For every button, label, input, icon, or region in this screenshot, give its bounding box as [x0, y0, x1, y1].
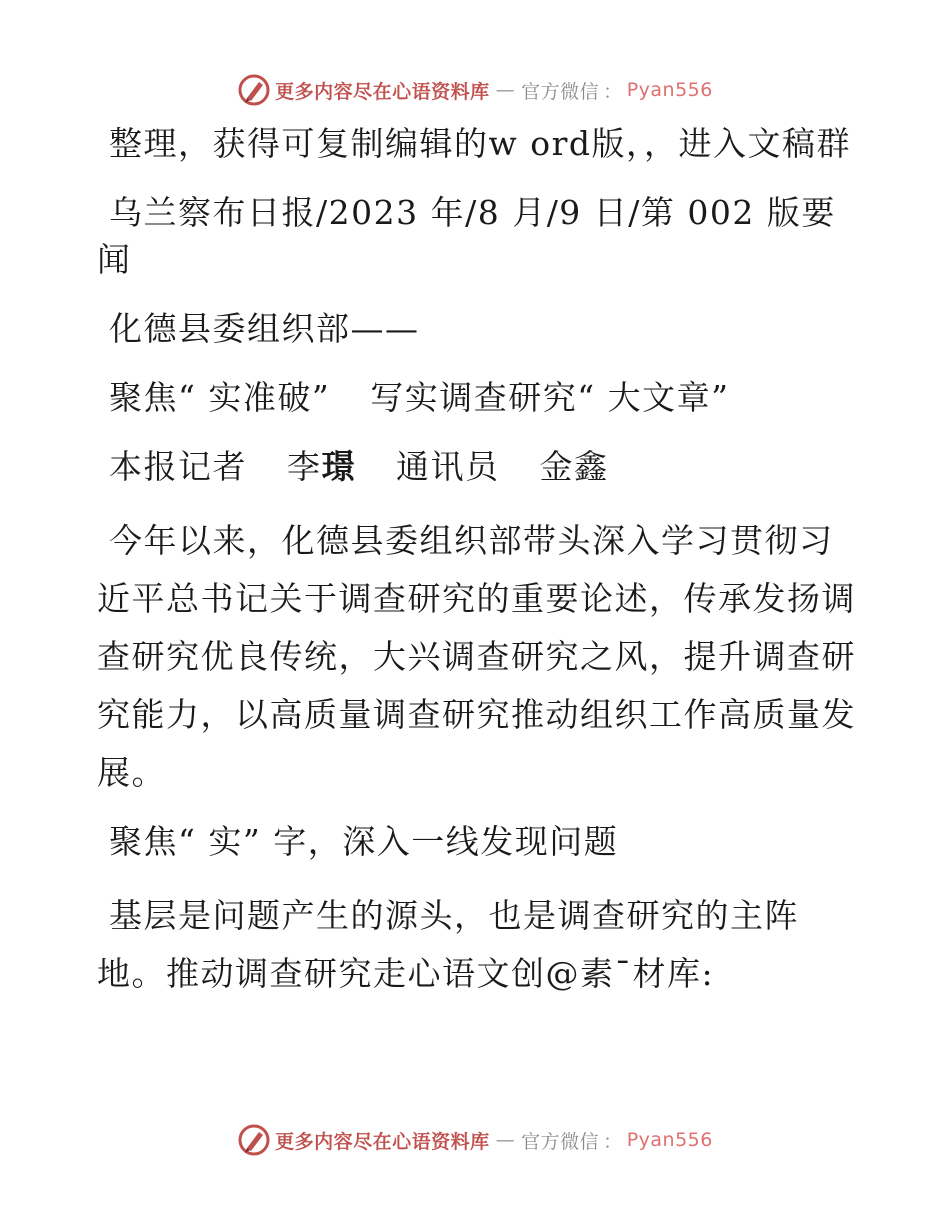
pen-circle-logo-icon: [237, 73, 271, 107]
reporter-name-last: 璟: [321, 447, 356, 486]
watermark-banner-top: [0, 70, 950, 110]
watermark-colon: ：: [603, 1130, 623, 1153]
watermark-colon: ：: [603, 80, 623, 103]
watermark-site-text: 更多内容尽在心语资料库: [275, 80, 490, 103]
watermark-separator: —: [495, 1129, 516, 1151]
pen-circle-logo-icon: [237, 1123, 271, 1157]
reporter-label: 本报记者: [109, 447, 247, 486]
headline-part1: 聚焦“ 实准破”: [109, 378, 331, 417]
watermark-label: 官方微信: [521, 1130, 600, 1153]
watermark-banner-bottom: [0, 1120, 950, 1160]
source-line: 乌兰察布日报/2023 年/8 月/9 日/第 002 版要闻: [97, 193, 836, 279]
headline: [97, 374, 857, 421]
headline-part2: 写实调查研究“ 大文章”: [370, 378, 730, 417]
correspondent-label: 通讯员: [396, 447, 500, 486]
watermark-separator: —: [495, 79, 516, 101]
department-line: 化德县委组织部——: [109, 309, 420, 348]
reporter-name-first: 李: [287, 447, 322, 486]
paragraph-2-line-1: 基层是问题产生的源头，也是调查研究的主阵: [109, 896, 799, 935]
intro-text: 整理，获得可复制编辑的w ord版，，进入文稿群: [109, 124, 852, 163]
paragraph-1: 今年以来，化德县委组织部带头深入学习贯彻习近平总书记关于调查研究的重要论述，传承发扬调查研究优良传统，大兴调查研究之风，提升调查研究能力，以高质量调查研究推动组织工作高质量发展。: [97, 521, 856, 792]
paragraph-2: [97, 887, 857, 1003]
paragraph-2-line-2: 地。推动调查研究走心语文创@素¯材库:: [97, 954, 715, 993]
correspondent-name: 金鑫: [539, 447, 609, 486]
document-content: [97, 120, 857, 1025]
watermark-label: 官方微信: [521, 80, 600, 103]
byline: [97, 443, 857, 490]
watermark-site-text: 更多内容尽在心语资料库: [275, 1130, 490, 1153]
section-heading: 聚焦“ 实” 字，深入一线发现问题: [109, 822, 619, 861]
watermark-wechat-id: Pyan556: [626, 1129, 713, 1151]
watermark-wechat-id: Pyan556: [626, 79, 713, 101]
